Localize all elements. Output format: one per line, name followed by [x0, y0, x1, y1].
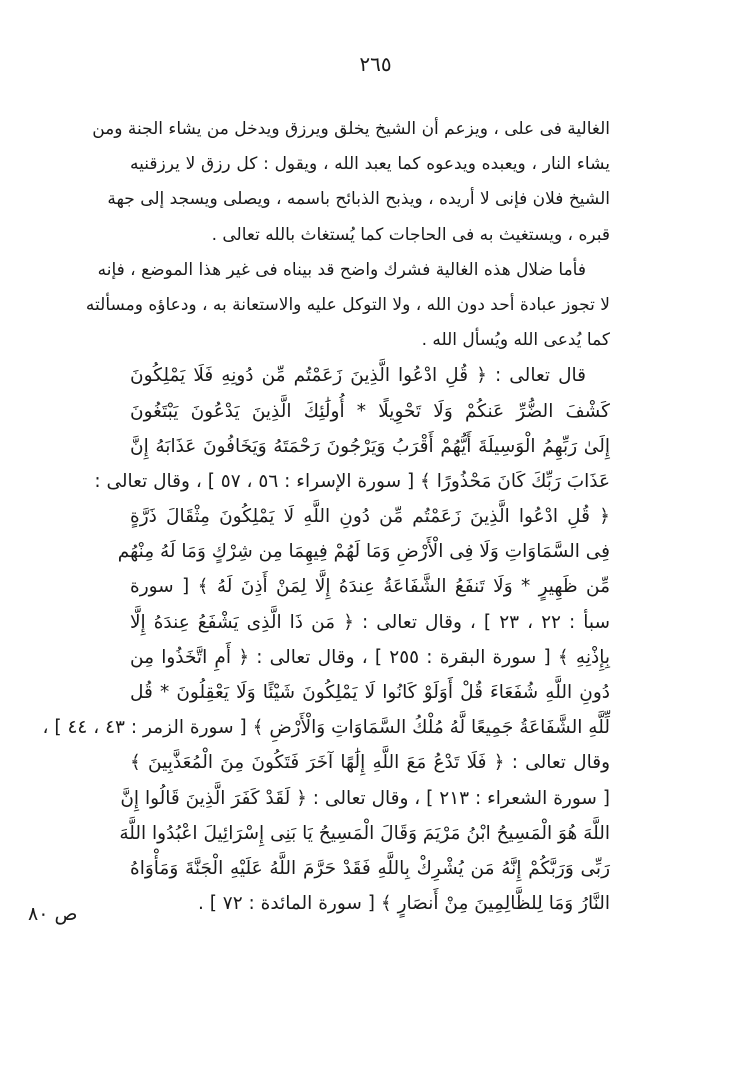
- text-line: قبره ، ويستغيث به فى الحاجات كما يُستغاث بالله تعالى .: [211, 224, 610, 245]
- text-line: ﴿ قُلِ ادْعُوا الَّذِينَ زَعَمْتُم مِّن دُونِ اللَّهِ لَا يَمْلِكُونَ مِثْقَالَ ذَرَّةٍ: [130, 506, 610, 528]
- text-line: سبأ : ٢٢ ، ٢٣ ] ، وقال تعالى : ﴿ مَن ذَا الَّذِى يَشْفَعُ عِندَهُ إِلَّا: [130, 611, 611, 633]
- text-line: [ سورة الشعراء : ٢١٣ ] ، وقال تعالى : ﴿ لَقَدْ كَفَرَ الَّذِينَ قَالُوا إِنَّ: [120, 787, 610, 809]
- text-line: الغالية فى على ، ويزعم أن الشيخ يخلق ويرزق ويدخل من يشاء الجنة ومن: [92, 119, 610, 139]
- text-line: النَّارُ وَمَا لِلظَّالِمِينَ مِنْ أَنصَارٍ ﴾ [ سورة المائدة : ٧٢ ] .: [197, 893, 610, 915]
- text-line: دُونِ اللَّهِ شُفَعَاءَ قُلْ أَوَلَوْ كَانُوا لَا يَمْلِكُونَ شَيْئًا وَلَا يَعْقِلُونَ * قُل: [130, 682, 610, 703]
- text-line: اللَّهَ هُوَ الْمَسِيحُ ابْنُ مَرْيَمَ وَقَالَ الْمَسِيحُ يَا بَنِى إِسْرَائِيلَ اعْبُدُوا اللَّهَ: [119, 822, 610, 844]
- paragraph-1: [92, 112, 610, 253]
- text-line: إِلَىٰ رَبِّهِمُ الْوَسِيلَةَ أَيُّهُمْ أَقْرَبُ وَيَرْجُونَ رَحْمَتَهُ وَيَخَافُونَ عَذَابَهُ إِنَّ: [130, 435, 610, 457]
- text-line: فأما ضلال هذه الغالية فشرك واضح قد بيناه فى غير هذا الموضع ، فإنه: [97, 259, 586, 280]
- text-line: كَشْفَ الضُّرِّ عَنكُمْ وَلَا تَحْوِيلًا * أُولَٰئِكَ الَّذِينَ يَدْعُونَ يَبْتَغُونَ: [130, 400, 610, 422]
- text-line: وقال تعالى : ﴿ فَلَا تَدْعُ مَعَ اللَّهِ إِلَٰهًا آخَرَ فَتَكُونَ مِنَ الْمُعَذَّبِينَ ﴾: [130, 752, 610, 774]
- page-number: ٢٦٥: [359, 52, 392, 76]
- text-line: رَبِّى وَرَبَّكُمْ إِنَّهُ مَن يُشْرِكْ بِاللَّهِ فَقَدْ حَرَّمَ اللَّهُ عَلَيْهِ الْجَنَّةَ وَمَأْوَاهُ: [130, 857, 610, 879]
- text-line: مِّن ظَهِيرٍ * وَلَا تَنفَعُ الشَّفَاعَةُ عِندَهُ إِلَّا لِمَنْ أَذِنَ لَهُ ﴾ [ سورة: [130, 576, 610, 598]
- text-line: لا تجوز عبادة أحد دون الله ، ولا التوكل عليه والاستعانة به ، ودعاؤه ومسألته: [85, 294, 610, 315]
- text-line: عَذَابَ رَبِّكَ كَانَ مَحْذُورًا ﴾ [ سورة الإسراء : ٥٦ ، ٥٧ ] ، وقال تعالى :: [94, 470, 610, 492]
- text-line: بِإِذْنِهِ ﴾ [ سورة البقرة : ٢٥٥ ] ، وقال تعالى : ﴿ أَمِ اتَّخَذُوا مِن: [130, 646, 610, 668]
- text-line: فِى السَّمَاوَاتِ وَلَا فِى الْأَرْضِ وَمَا لَهُمْ فِيهِمَا مِن شِرْكٍ وَمَا لَهُ مِنْهُم: [117, 541, 610, 563]
- text-line: كما يُدعى الله ويُسأل الله .: [421, 330, 610, 351]
- text-line: يشاء النار ، ويعبده ويدعوه كما يعبد الله ، ويقول : كل رزق لا يرزقنيه: [130, 154, 610, 175]
- text-line: لِّلَّهِ الشَّفَاعَةُ جَمِيعًا لَّهُ مُلْكُ السَّمَاوَاتِ وَالْأَرْضِ ﴾ [ سورة الزمر : ٤٣ ، ٤٤ ] ،: [42, 717, 610, 739]
- paragraph-2: [85, 253, 610, 359]
- margin-note: ص ٨٠: [28, 903, 78, 925]
- text-line: قال تعالى : ﴿ قُلِ ادْعُوا الَّذِينَ زَعَمْتُم مِّن دُونِهِ فَلَا يَمْلِكُونَ: [130, 365, 586, 387]
- text-line: الشيخ فلان فإنى لا أريده ، ويذبح الذبائح باسمه ، ويصلى ويسجد إلى جهة: [107, 189, 610, 210]
